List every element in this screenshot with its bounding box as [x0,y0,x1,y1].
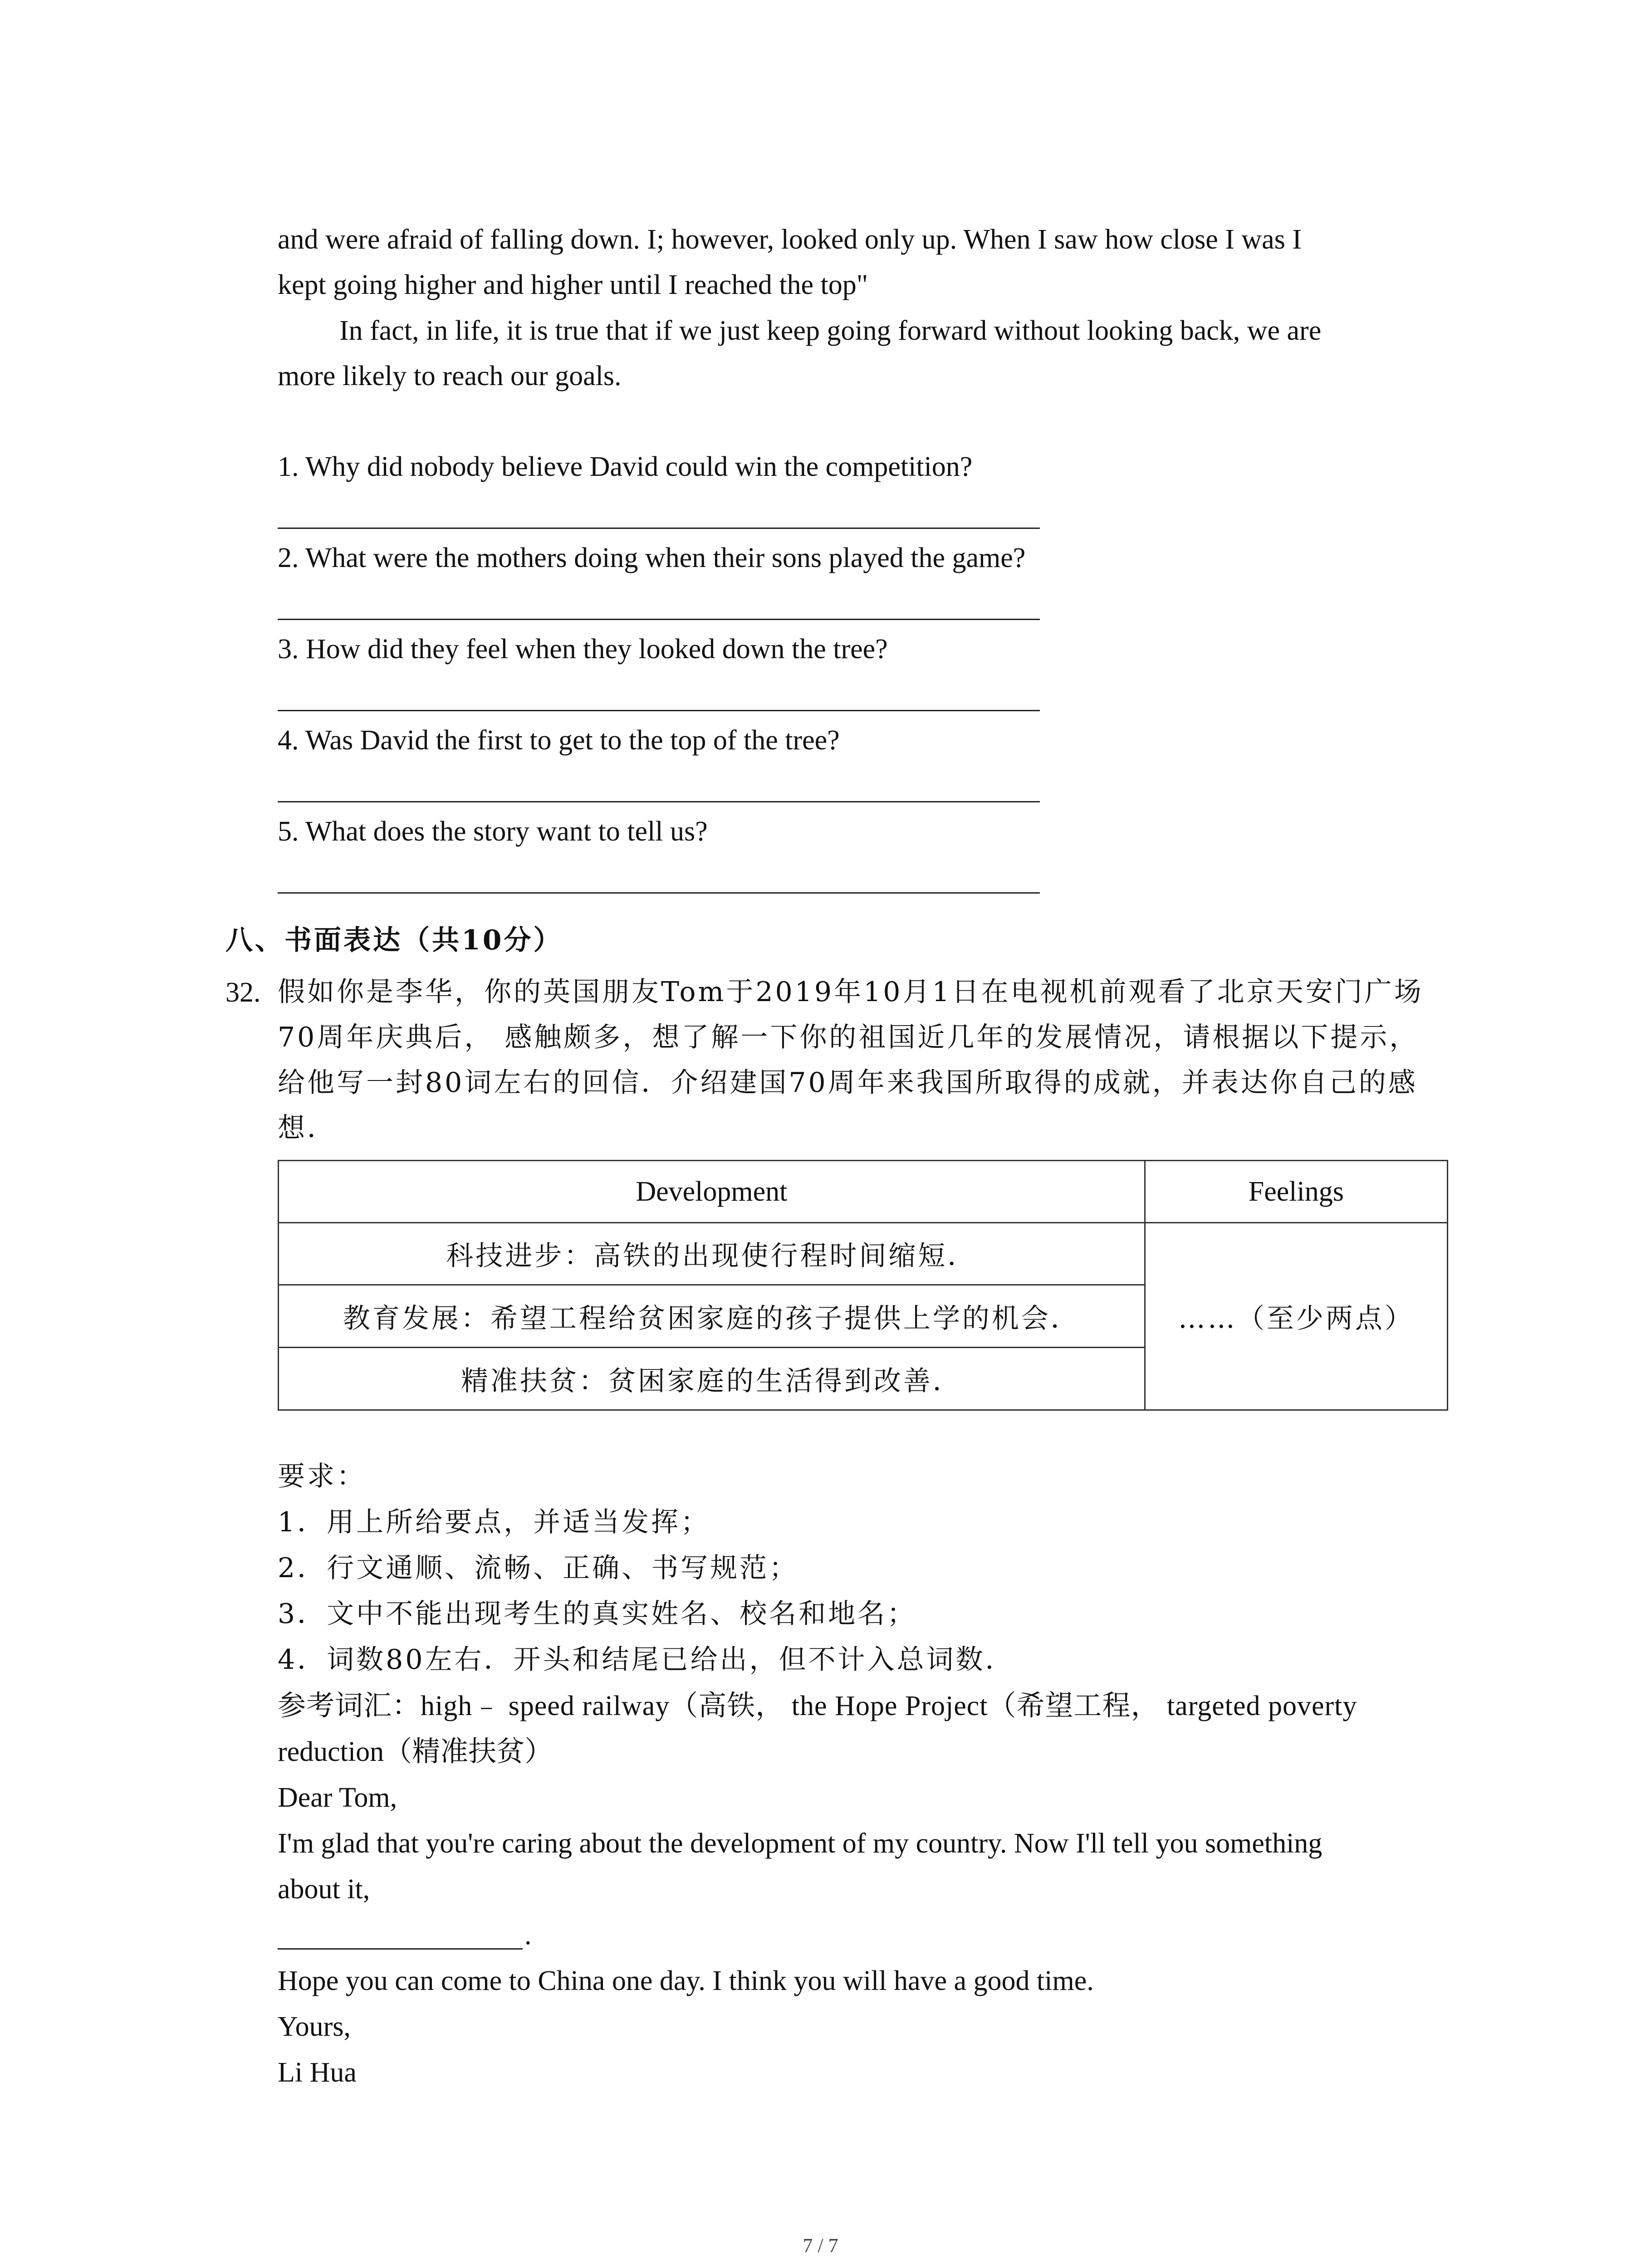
answer-line-3[interactable] [278,710,1040,711]
letter-body-line-1: I'm glad that you're caring about the development of my country. Now I'll tell you something [278,1828,1323,1859]
letter-closing-line: Hope you can come to China one day. I think you will have a good time. [278,1965,1094,1996]
letter-writing-blank[interactable] [278,1948,523,1950]
question-2: 2. What were the mothers doing when their sons played the game? [278,543,1026,573]
passage-line-4: more likely to reach our goals. [278,361,622,391]
table-row-poverty: 精准扶贫：贫困家庭的生活得到改善． [279,1348,1145,1410]
answer-line-4[interactable] [278,801,1040,802]
question-1: 1. Why did nobody believe David could win the competition? [278,451,973,482]
letter-signoff: Yours, [278,2011,351,2042]
passage-line-2: kept going higher and higher until I reached the top" [278,269,868,300]
task-line-1: 假如你是李华，你的英国朋友Tom于2019年10月1日在电视机前观看了北京天安门广场 [278,976,1424,1008]
requirement-2: 2．行文通顺、流畅、正确、书写规范； [278,1552,799,1584]
letter-signature: Li Hua [278,2057,357,2088]
hint-table [278,1160,1448,1411]
section-heading: 八、书面表达（共10分） [225,924,563,956]
requirement-4: 4．词数80左右．开头和结尾已给出，但不计入总词数． [278,1644,1015,1676]
table-feelings-cell: ……（至少两点） [1145,1223,1447,1410]
page-number: 7 / 7 [803,2234,838,2257]
task-number: 32. [225,977,261,1008]
letter-body-line-2: about it, [278,1874,370,1905]
requirement-1: 1．用上所给要点，并适当发挥； [278,1506,710,1538]
question-5: 5. What does the story want to tell us? [278,816,708,847]
vocab-line-1: 参考词汇：high﹣ speed railway（高铁， the Hope Project（希望工程， targeted poverty [278,1691,1357,1721]
passage-line-1: and were afraid of falling down. I; however, looked only up. When I saw how close I was I [278,224,1302,255]
letter-greeting: Dear Tom, [278,1782,397,1813]
vocab-line-2: reduction（精准扶贫） [278,1736,553,1767]
answer-line-1[interactable] [278,528,1040,529]
answer-line-2[interactable] [278,619,1040,620]
table-header-development: Development [279,1161,1145,1223]
task-line-4: 想． [278,1112,337,1144]
table-header-feelings: Feelings [1145,1161,1447,1223]
answer-line-5[interactable] [278,892,1040,894]
question-3: 3. How did they feel when they looked down the tree? [278,634,888,665]
requirements-title: 要求： [278,1461,366,1492]
task-line-3: 给他写一封80词左右的回信．介绍建国70周年来我国所取得的成就，并表达你自己的感 [278,1067,1418,1099]
letter-blank-period: . [524,1920,532,1950]
table-row-technology: 科技进步：高铁的出现使行程时间缩短． [279,1223,1145,1285]
requirement-3: 3．文中不能出现考生的真实姓名、校名和地名； [278,1598,917,1630]
passage-line-3: In fact, in life, it is true that if we just keep going forward without looking back, we are [339,315,1322,346]
task-line-2: 70周年庆典后， 感触颇多，想了解一下你的祖国近几年的发展情况，请根据以下提示， [278,1022,1419,1053]
question-4: 4. Was David the first to get to the top of the tree? [278,725,840,756]
table-row-education: 教育发展：希望工程给贫困家庭的孩子提供上学的机会． [279,1285,1145,1348]
